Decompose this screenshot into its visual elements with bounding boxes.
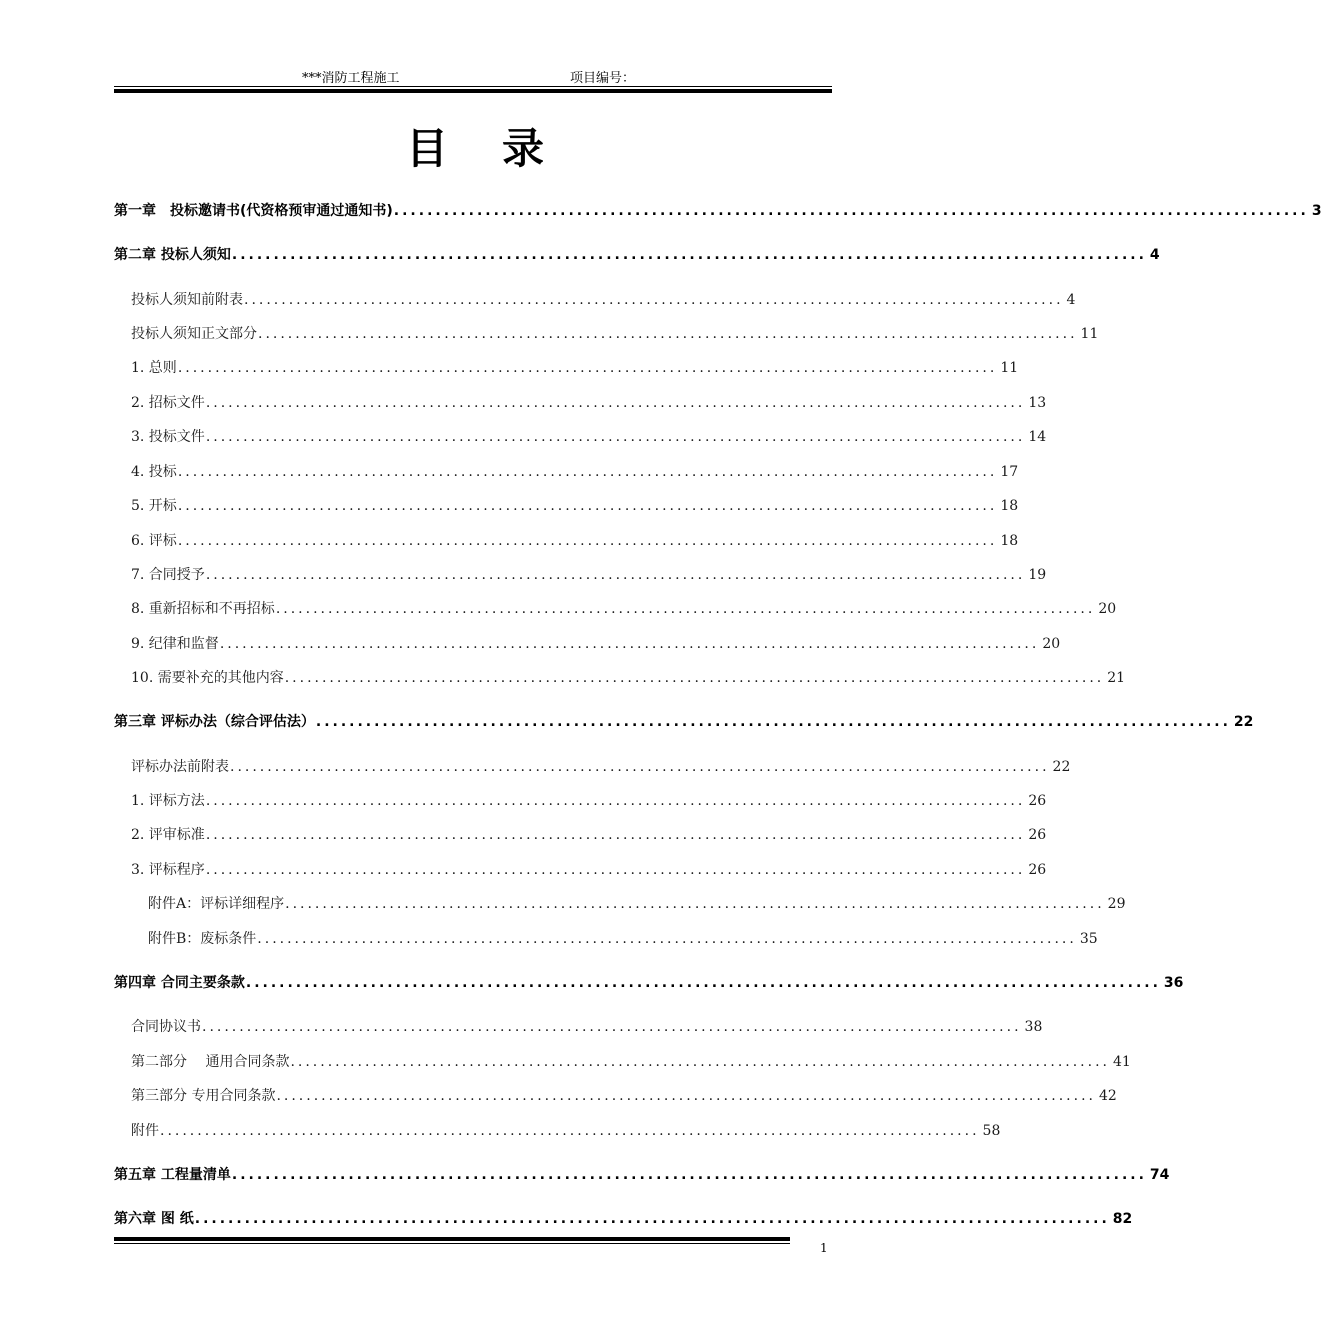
toc-entry-page: 4 bbox=[1066, 292, 1076, 308]
toc-entry-page: 4 bbox=[1149, 247, 1160, 263]
toc-chapter-1[interactable] bbox=[114, 200, 1322, 222]
toc-section[interactable] bbox=[131, 323, 1099, 345]
toc-entry-label: 第一章 投标邀请书(代资格预审通过通知书) bbox=[114, 203, 393, 219]
toc-leader: .............................................................................................................. bbox=[230, 759, 1050, 775]
toc-entry-label: 5. 开标 bbox=[131, 498, 177, 514]
toc-entry-page: 22 bbox=[1233, 714, 1254, 730]
toc-entry-page: 3 bbox=[1311, 203, 1322, 219]
toc-leader: .............................................................................................................. bbox=[275, 601, 1096, 617]
toc-leader: .............................................................................................................. bbox=[258, 326, 1078, 342]
toc-entry-label: 第五章 工程量清单 bbox=[114, 1167, 231, 1183]
toc-leader: .............................................................................................................. bbox=[205, 429, 1026, 445]
toc-section[interactable] bbox=[131, 824, 1047, 846]
toc-entry-label: 1. 总则 bbox=[131, 360, 177, 376]
toc-leader: .............................................................................................................. bbox=[219, 636, 1040, 652]
toc-section[interactable] bbox=[131, 461, 1019, 483]
toc-entry-label: 第二章 投标人须知 bbox=[114, 247, 231, 263]
toc-entry-page: 35 bbox=[1079, 931, 1098, 947]
toc-entry-label: 1. 评标方法 bbox=[131, 793, 205, 809]
toc-section[interactable] bbox=[131, 357, 1019, 379]
toc-chapter-6[interactable] bbox=[114, 1208, 1133, 1230]
toc-section[interactable] bbox=[131, 392, 1047, 414]
toc-section[interactable] bbox=[131, 633, 1061, 655]
footer-rule-thick bbox=[114, 1237, 790, 1241]
header-rule-thick bbox=[114, 89, 832, 93]
toc-entry-label: 投标人须知前附表 bbox=[131, 292, 243, 308]
toc-entry-label: 第四章 合同主要条款 bbox=[114, 975, 245, 991]
toc-leader: .............................................................................................................. bbox=[177, 533, 998, 549]
toc-subsection[interactable] bbox=[148, 893, 1126, 915]
toc-entry-label: 第二部分 通用合同条款 bbox=[131, 1054, 290, 1070]
toc-entry-page: 17 bbox=[1000, 464, 1019, 480]
toc-entry-page: 21 bbox=[1107, 670, 1126, 686]
toc-leader: .............................................................................................................. bbox=[315, 714, 1231, 730]
toc-section[interactable] bbox=[131, 289, 1076, 311]
toc-section[interactable] bbox=[131, 1016, 1043, 1038]
toc-entry-label: 第六章 图 纸 bbox=[114, 1211, 194, 1227]
toc-chapter-2[interactable] bbox=[114, 244, 1160, 266]
page-number: 1 bbox=[820, 1241, 828, 1255]
toc-entry-page: 19 bbox=[1028, 567, 1047, 583]
toc-entry-page: 36 bbox=[1163, 975, 1184, 991]
toc-section[interactable] bbox=[131, 495, 1019, 517]
toc-entry-page: 58 bbox=[982, 1123, 1001, 1139]
toc-entry-page: 26 bbox=[1028, 827, 1047, 843]
toc-entry-page: 41 bbox=[1112, 1054, 1131, 1070]
toc-entry-label: 2. 评审标准 bbox=[131, 827, 205, 843]
toc-section[interactable] bbox=[131, 790, 1047, 812]
toc-leader: .............................................................................................................. bbox=[205, 567, 1026, 583]
toc-section[interactable] bbox=[131, 598, 1117, 620]
toc-entry-page: 42 bbox=[1098, 1088, 1117, 1104]
toc-chapter-4[interactable] bbox=[114, 972, 1184, 994]
toc-section[interactable] bbox=[131, 1085, 1117, 1107]
toc-entry-label: 3. 投标文件 bbox=[131, 429, 205, 445]
toc-leader: .............................................................................................................. bbox=[290, 1054, 1110, 1070]
toc-entry-page: 20 bbox=[1098, 601, 1117, 617]
toc-leader: .............................................................................................................. bbox=[205, 395, 1026, 411]
toc-entry-label: 3. 评标程序 bbox=[131, 862, 205, 878]
toc-entry-page: 18 bbox=[1000, 533, 1019, 549]
toc-entry-page: 11 bbox=[1080, 326, 1099, 342]
toc-section[interactable] bbox=[131, 859, 1047, 881]
toc-leader: .............................................................................................................. bbox=[177, 464, 998, 480]
toc-leader: .............................................................................................................. bbox=[393, 203, 1309, 219]
toc-section[interactable] bbox=[131, 756, 1071, 778]
page-title: 目录 bbox=[405, 124, 598, 173]
toc-leader: .............................................................................................................. bbox=[231, 1167, 1147, 1183]
toc-section[interactable] bbox=[131, 564, 1047, 586]
header-project-number: 项目编号： bbox=[570, 71, 636, 86]
toc-chapter-5[interactable] bbox=[114, 1164, 1170, 1186]
toc-entry-label: 7. 合同授予 bbox=[131, 567, 205, 583]
toc-entry-page: 13 bbox=[1028, 395, 1047, 411]
toc-leader: .............................................................................................................. bbox=[202, 1019, 1022, 1035]
toc-subsection[interactable] bbox=[148, 928, 1098, 950]
toc-entry-page: 26 bbox=[1028, 793, 1047, 809]
toc-entry-page: 82 bbox=[1112, 1211, 1133, 1227]
toc-leader: .............................................................................................................. bbox=[205, 827, 1026, 843]
toc-entry-label: 6. 评标 bbox=[131, 533, 177, 549]
toc-entry-label: 2. 招标文件 bbox=[131, 395, 205, 411]
toc-leader: .............................................................................................................. bbox=[205, 793, 1026, 809]
toc-entry-page: 18 bbox=[1000, 498, 1019, 514]
toc-entry-page: 74 bbox=[1149, 1167, 1170, 1183]
toc-entry-label: 第三部分 专用合同条款 bbox=[131, 1088, 276, 1104]
toc-entry-page: 38 bbox=[1024, 1019, 1043, 1035]
toc-section[interactable] bbox=[131, 1051, 1131, 1073]
toc-section[interactable] bbox=[131, 530, 1019, 552]
toc-leader: .............................................................................................................. bbox=[231, 247, 1147, 263]
toc-entry-label: 附件A：评标详细程序 bbox=[148, 896, 285, 912]
toc-entry-page: 29 bbox=[1107, 896, 1126, 912]
toc-leader: .............................................................................................................. bbox=[194, 1211, 1110, 1227]
toc-leader: .............................................................................................................. bbox=[284, 670, 1105, 686]
toc-section[interactable] bbox=[131, 426, 1047, 448]
toc-leader: .............................................................................................................. bbox=[177, 360, 998, 376]
toc-entry-page: 11 bbox=[1000, 360, 1019, 376]
toc-chapter-3[interactable] bbox=[114, 711, 1254, 733]
toc-entry-page: 26 bbox=[1028, 862, 1047, 878]
toc-entry-label: 合同协议书 bbox=[131, 1019, 201, 1035]
toc-leader: .............................................................................................................. bbox=[160, 1123, 980, 1139]
toc-leader: .............................................................................................................. bbox=[244, 292, 1064, 308]
toc-entry-label: 9. 纪律和监督 bbox=[131, 636, 219, 652]
toc-entry-label: 第三章 评标办法（综合评估法） bbox=[114, 714, 315, 730]
footer-rule-thin bbox=[114, 1243, 790, 1244]
toc-entry-page: 22 bbox=[1052, 759, 1071, 775]
toc-entry-label: 评标办法前附表 bbox=[131, 759, 229, 775]
toc-leader: .............................................................................................................. bbox=[177, 498, 998, 514]
toc-leader: .............................................................................................................. bbox=[205, 862, 1026, 878]
toc-section[interactable] bbox=[131, 667, 1126, 689]
toc-leader: .............................................................................................................. bbox=[285, 896, 1105, 912]
page-header bbox=[114, 62, 832, 84]
toc-leader: .............................................................................................................. bbox=[245, 975, 1161, 991]
toc-entry-label: 投标人须知正文部分 bbox=[131, 326, 257, 342]
header-project-name: ***消防工程施工 bbox=[302, 71, 400, 86]
toc-entry-label: 10. 需要补充的其他内容 bbox=[131, 670, 284, 686]
toc-entry-label: 8. 重新招标和不再招标 bbox=[131, 601, 275, 617]
toc-entry-page: 14 bbox=[1028, 429, 1047, 445]
header-rule-thin bbox=[114, 86, 832, 87]
toc-entry-label: 附件 bbox=[131, 1123, 159, 1139]
toc-entry-label: 附件B：废标条件 bbox=[148, 931, 257, 947]
toc-leader: .............................................................................................................. bbox=[257, 931, 1077, 947]
toc-leader: .............................................................................................................. bbox=[276, 1088, 1096, 1104]
toc-section[interactable] bbox=[131, 1120, 1001, 1142]
toc-entry-page: 20 bbox=[1042, 636, 1061, 652]
toc-entry-label: 4. 投标 bbox=[131, 464, 177, 480]
